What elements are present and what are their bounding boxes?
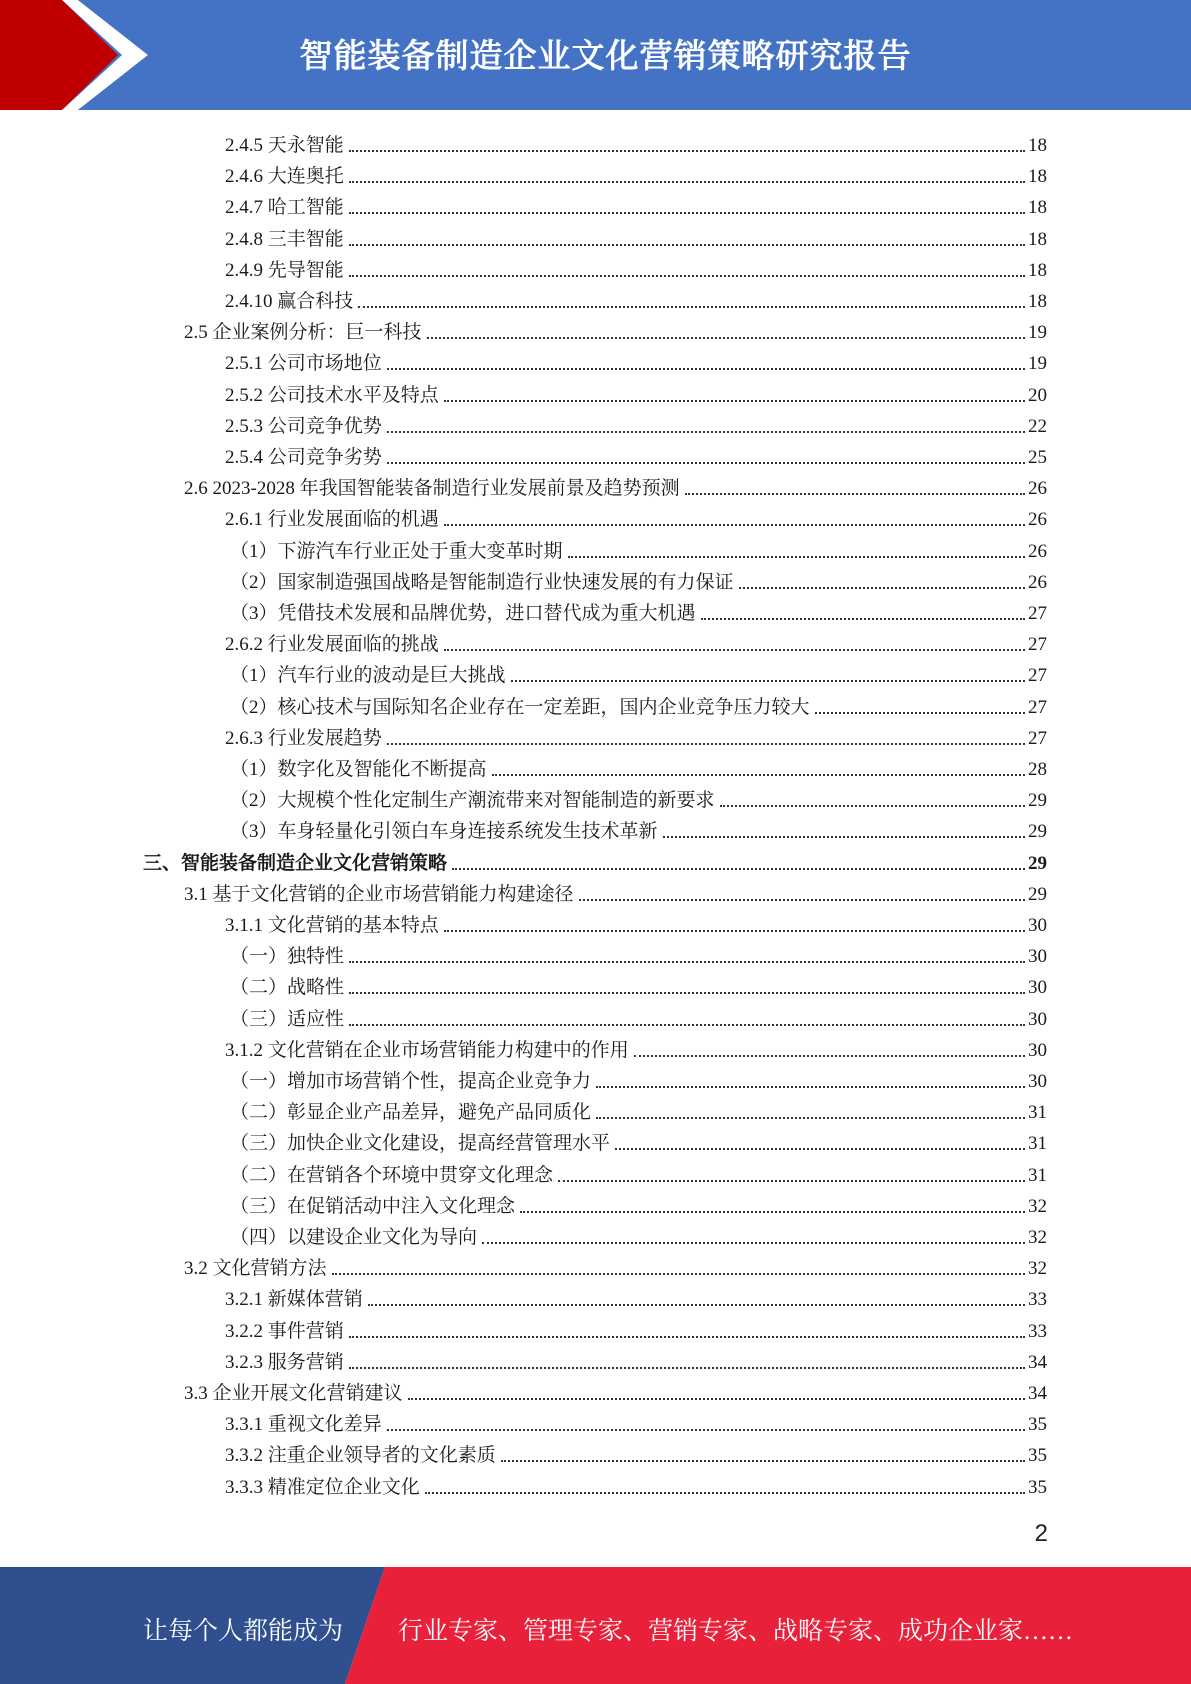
toc-entry[interactable] — [225, 500, 1047, 531]
toc-dot-leader — [349, 275, 1025, 277]
toc-entry-page: 35 — [1028, 1476, 1047, 1498]
toc-entry[interactable] — [230, 1000, 1047, 1031]
toc-entry-title: 2.4.7 哈工智能 — [225, 197, 344, 219]
toc-entry-title: 3.2.2 事件营销 — [225, 1320, 344, 1342]
toc-entry-page: 35 — [1028, 1445, 1047, 1467]
toc-entry-title: （2）国家制造强国战略是智能制造行业快速发展的有力保证 — [230, 571, 734, 593]
toc-entry-title: （一）增加市场营销个性，提高企业竞争力 — [230, 1071, 592, 1092]
toc-entry-page: 26 — [1028, 478, 1047, 500]
toc-entry[interactable] — [184, 469, 1047, 500]
toc-entry-title: 3.3 企业开展文化营销建议 — [184, 1383, 403, 1404]
toc-entry-page: 30 — [1028, 915, 1047, 936]
toc-entry-title: 2.6.1 行业发展面临的机遇 — [225, 509, 439, 531]
toc-entry-page: 30 — [1028, 977, 1047, 999]
toc-dot-leader — [444, 524, 1025, 526]
toc-entry[interactable] — [225, 1405, 1047, 1436]
toc-entry-title: 3.1.1 文化营销的基本特点 — [225, 915, 439, 936]
toc-dot-leader — [444, 930, 1025, 932]
toc-entry-page: 27 — [1028, 727, 1047, 749]
toc-entry[interactable] — [230, 1156, 1047, 1187]
toc-entry[interactable] — [225, 438, 1047, 469]
toc-entry[interactable] — [230, 1124, 1047, 1155]
toc-entry-title: 2.5.1 公司市场地位 — [225, 353, 382, 375]
toc-entry-page: 29 — [1028, 790, 1047, 812]
toc-dot-leader — [452, 868, 1025, 870]
toc-dot-leader — [615, 1148, 1025, 1150]
toc-entry-page: 18 — [1028, 259, 1047, 281]
toc-entry-page: 19 — [1028, 322, 1047, 344]
toc-entry[interactable] — [230, 594, 1047, 625]
toc-entry-title: 2.5.3 公司竞争优势 — [225, 415, 382, 437]
toc-entry-page: 34 — [1028, 1383, 1047, 1404]
toc-dot-leader — [387, 431, 1025, 433]
toc-entry[interactable] — [225, 376, 1047, 407]
toc-entry[interactable] — [230, 781, 1047, 812]
toc-entry[interactable] — [230, 1062, 1047, 1093]
toc-entry[interactable] — [225, 719, 1047, 750]
toc-entry-title: 3.3.3 精准定位企业文化 — [225, 1476, 420, 1498]
toc-entry[interactable] — [230, 532, 1047, 563]
toc-entry[interactable] — [230, 937, 1047, 968]
toc-dot-leader — [720, 805, 1025, 807]
toc-dot-leader — [492, 774, 1025, 776]
toc-entry-title: （三）在促销活动中注入文化理念 — [230, 1195, 516, 1217]
toc-entry[interactable] — [225, 1031, 1047, 1062]
toc-dot-leader — [349, 1336, 1025, 1338]
toc-entry[interactable] — [225, 1436, 1047, 1467]
toc-entry-title: 2.4.9 先导智能 — [225, 259, 344, 281]
toc-entry-title: 3.3.1 重视文化差异 — [225, 1414, 382, 1436]
toc-entry-page: 18 — [1028, 228, 1047, 250]
toc-entry[interactable] — [225, 1468, 1047, 1499]
toc-entry-title: （1）下游汽车行业正处于重大变革时期 — [230, 540, 563, 562]
toc-entry[interactable] — [230, 968, 1047, 999]
toc-dot-leader — [349, 992, 1025, 994]
toc-entry-title: 3.2.3 服务营销 — [225, 1351, 344, 1373]
toc-dot-leader — [596, 1086, 1025, 1088]
toc-dot-leader — [408, 1398, 1025, 1400]
toc-entry-title: （3）凭借技术发展和品牌优势，进口替代成为重大机遇 — [230, 603, 696, 624]
toc-dot-leader — [349, 181, 1025, 183]
toc-entry-page: 32 — [1028, 1258, 1047, 1280]
toc-dot-leader — [520, 1211, 1025, 1213]
toc-entry-page: 28 — [1028, 759, 1047, 780]
toc-entry-page: 25 — [1028, 447, 1047, 468]
toc-entry-title: （三）适应性 — [230, 1008, 345, 1030]
toc-entry-title: （2）大规模个性化定制生产潮流带来对智能制造的新要求 — [230, 790, 715, 812]
toc-entry-title: （3）车身轻量化引领白车身连接系统发生技术革新 — [230, 821, 658, 843]
toc-entry[interactable] — [225, 1312, 1047, 1343]
toc-entry-page: 26 — [1028, 509, 1047, 531]
toc-entry-page: 31 — [1028, 1102, 1047, 1124]
toc-entry-title: 3.1.2 文化营销在企业市场营销能力构建中的作用 — [225, 1039, 629, 1061]
toc-entry[interactable] — [230, 1187, 1047, 1218]
toc-entry-title: 2.4.5 天永智能 — [225, 135, 344, 156]
toc-entry[interactable] — [225, 188, 1047, 219]
toc-entry-title: 3.2 文化营销方法 — [184, 1258, 327, 1280]
toc-entry-page: 26 — [1028, 540, 1047, 562]
toc-entry[interactable] — [225, 407, 1047, 438]
toc-entry[interactable] — [225, 157, 1047, 188]
toc-entry-page: 27 — [1028, 634, 1047, 656]
toc-entry-page: 32 — [1028, 1227, 1047, 1248]
toc-dot-leader — [349, 1024, 1025, 1026]
toc-entry[interactable] — [230, 688, 1047, 719]
toc-dot-leader — [387, 1429, 1025, 1431]
toc-dot-leader — [349, 244, 1025, 246]
footer-slogan-left: 让每个人都能成为 — [143, 1618, 344, 1645]
toc-entry[interactable] — [184, 1249, 1047, 1280]
toc-dot-leader — [596, 1117, 1025, 1119]
toc-entry-title: 2.4.10 赢合科技 — [225, 291, 354, 312]
toc-entry[interactable] — [230, 656, 1047, 687]
toc-entry-title: 2.5 企业案例分析：巨一科技 — [184, 322, 422, 344]
toc-dot-leader — [368, 1304, 1025, 1306]
toc-entry-title: 3.3.2 注重企业领导者的文化素质 — [225, 1445, 496, 1467]
toc-entry-page: 18 — [1028, 166, 1047, 188]
toc-entry-title: 2.5.4 公司竞争劣势 — [225, 447, 382, 468]
toc-dot-leader — [349, 212, 1025, 214]
toc-dot-leader — [558, 1180, 1025, 1182]
toc-dot-leader — [739, 587, 1025, 589]
report-header — [0, 0, 1191, 110]
toc-entry[interactable] — [225, 906, 1047, 937]
toc-dot-leader — [332, 1273, 1025, 1275]
toc-entry-title: （一）独特性 — [230, 946, 345, 968]
toc-entry[interactable] — [184, 1374, 1047, 1405]
toc-entry-page: 30 — [1028, 1039, 1047, 1061]
toc-entry[interactable] — [230, 1218, 1047, 1249]
toc-entry-page: 18 — [1028, 135, 1047, 156]
toc-entry-page: 29 — [1028, 852, 1047, 874]
toc-dot-leader — [444, 400, 1025, 402]
page-number: 2 — [1034, 1520, 1048, 1547]
toc-entry-page: 26 — [1028, 571, 1047, 593]
toc-dot-leader — [349, 961, 1025, 963]
toc-entry[interactable] — [225, 220, 1047, 251]
toc-dot-leader — [511, 680, 1025, 682]
toc-dot-leader — [482, 1242, 1025, 1244]
toc-entry-page: 31 — [1028, 1133, 1047, 1155]
toc-dot-leader — [663, 836, 1025, 838]
toc-dot-leader — [815, 712, 1025, 714]
toc-entry-title: 三、智能装备制造企业文化营销策略 — [143, 852, 448, 874]
toc-entry-title: （1）汽车行业的波动是巨大挑战 — [230, 665, 506, 687]
toc-entry-page: 32 — [1028, 1195, 1047, 1217]
toc-dot-leader — [349, 1367, 1025, 1369]
toc-dot-leader — [701, 618, 1025, 620]
toc-entry-page: 18 — [1028, 291, 1047, 312]
toc-entry[interactable] — [230, 563, 1047, 594]
toc-entry-page: 30 — [1028, 946, 1047, 968]
toc-entry-page: 27 — [1028, 603, 1047, 624]
toc-entry-title: 2.6.3 行业发展趋势 — [225, 727, 382, 749]
toc-dot-leader — [425, 1492, 1025, 1494]
toc-entry-page: 27 — [1028, 696, 1047, 718]
toc-entry[interactable] — [225, 282, 1047, 313]
toc-entry[interactable] — [225, 625, 1047, 656]
toc-entry[interactable] — [184, 313, 1047, 344]
toc-dot-leader — [444, 649, 1025, 651]
toc-entry[interactable] — [225, 1343, 1047, 1374]
toc-dot-leader — [358, 306, 1025, 308]
toc-entry-page: 19 — [1028, 353, 1047, 375]
toc-dot-leader — [427, 337, 1025, 339]
toc-entry[interactable] — [143, 844, 1047, 875]
toc-entry-title: 2.4.8 三丰智能 — [225, 228, 344, 250]
toc-dot-leader — [387, 462, 1025, 464]
toc-entry-title: （二）彰显企业产品差异，避免产品同质化 — [230, 1102, 592, 1124]
toc-entry[interactable] — [230, 750, 1047, 781]
toc-entry[interactable] — [184, 875, 1047, 906]
toc-entry-title: 2.4.6 大连奥托 — [225, 166, 344, 188]
toc-entry-title: （二）在营销各个环境中贯穿文化理念 — [230, 1164, 554, 1186]
toc-entry[interactable] — [225, 1280, 1047, 1311]
toc-entry-page: 30 — [1028, 1071, 1047, 1092]
footer-banner — [0, 1567, 1191, 1684]
toc-entry-page: 27 — [1028, 665, 1047, 687]
toc-dot-leader — [579, 899, 1025, 901]
toc-dot-leader — [501, 1460, 1025, 1462]
toc-entry-title: 2.5.2 公司技术水平及特点 — [225, 384, 439, 406]
toc-entry-page: 20 — [1028, 384, 1047, 406]
toc-entry-page: 34 — [1028, 1351, 1047, 1373]
toc-entry-page: 35 — [1028, 1414, 1047, 1436]
toc-entry-page: 33 — [1028, 1320, 1047, 1342]
toc-entry-page: 29 — [1028, 821, 1047, 843]
toc-entry[interactable] — [225, 344, 1047, 375]
toc-entry-page: 33 — [1028, 1289, 1047, 1311]
toc-entry[interactable] — [230, 812, 1047, 843]
toc-entry-page: 31 — [1028, 1164, 1047, 1186]
toc-entry-page: 22 — [1028, 415, 1047, 437]
toc-entry-title: （三）加快企业文化建设，提高经营管理水平 — [230, 1133, 611, 1155]
toc-entry-title: 2.6.2 行业发展面临的挑战 — [225, 634, 439, 656]
toc-dot-leader — [685, 493, 1025, 495]
toc-entry-title: （二）战略性 — [230, 977, 345, 999]
toc-entry-page: 18 — [1028, 197, 1047, 219]
toc-entry-page: 29 — [1028, 883, 1047, 905]
toc-dot-leader — [349, 150, 1025, 152]
toc-dot-leader — [387, 368, 1025, 370]
toc-entry-title: 3.2.1 新媒体营销 — [225, 1289, 363, 1311]
toc-entry-title: （四）以建设企业文化为导向 — [230, 1227, 478, 1248]
toc-entry-page: 30 — [1028, 1008, 1047, 1030]
toc-entry[interactable] — [225, 251, 1047, 282]
toc-entry[interactable] — [225, 126, 1047, 157]
toc-entry-title: 3.1 基于文化营销的企业市场营销能力构建途径 — [184, 883, 574, 905]
toc-dot-leader — [568, 556, 1025, 558]
toc-entry[interactable] — [230, 1093, 1047, 1124]
toc-entry-title: 2.6 2023-2028 年我国智能装备制造行业发展前景及趋势预测 — [184, 478, 680, 500]
toc-entry-title: （2）核心技术与国际知名企业存在一定差距，国内企业竞争压力较大 — [230, 696, 810, 718]
toc-dot-leader — [634, 1055, 1025, 1057]
toc-dot-leader — [387, 743, 1025, 745]
footer-slogan-right: 行业专家、管理专家、营销专家、战略专家、成功企业家…… — [398, 1618, 1074, 1645]
report-title: 智能装备制造企业文化营销策略研究报告 — [299, 36, 912, 75]
toc-entry-title: （1）数字化及智能化不断提高 — [230, 759, 487, 780]
